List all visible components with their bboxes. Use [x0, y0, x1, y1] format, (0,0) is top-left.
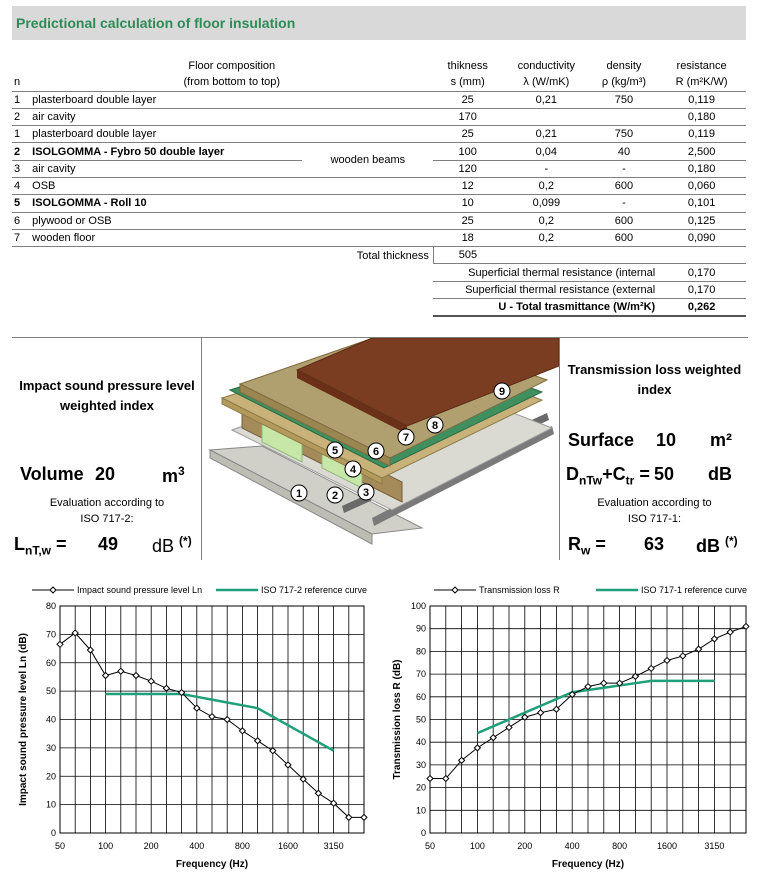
- chart-grid: [430, 606, 746, 833]
- y-tick-label: 40: [415, 737, 426, 748]
- surface-unit: m²: [710, 430, 732, 450]
- table-row: [12, 195, 746, 212]
- header-composition: Floor composition: [188, 59, 276, 72]
- y-tick-label: 70: [45, 629, 56, 640]
- row-conductivity: 0,099: [502, 195, 591, 212]
- row-layer: wooden floor: [30, 229, 433, 246]
- measured-point: [255, 738, 261, 744]
- legend-measured-marker: [452, 587, 458, 593]
- page-title: Predictional calculation of floor insulation: [12, 6, 746, 40]
- row-n: 3: [14, 162, 21, 175]
- measured-point: [103, 673, 109, 679]
- y-tick-label: 20: [415, 782, 426, 793]
- row-thickness: 170: [433, 108, 502, 125]
- measured-point: [601, 680, 607, 686]
- x-tick-label: 100: [98, 841, 114, 851]
- y-tick-label: 40: [45, 714, 56, 725]
- x-tick-label: 200: [517, 841, 533, 851]
- header-thickness: thikness: [447, 59, 488, 72]
- u-total-value: 0,262: [657, 299, 746, 316]
- transmission-eval-line-1: Evaluation according to: [597, 497, 712, 509]
- row-n: 5: [12, 195, 30, 212]
- volume-unit-text: m: [162, 466, 179, 486]
- legend-measured-label: Impact sound pressure level Ln: [77, 585, 203, 595]
- measured-point: [148, 678, 154, 684]
- callout-2: 2: [331, 490, 339, 502]
- impact-eval-line-2: ISO 717-2:: [80, 513, 134, 525]
- x-tick-label: 200: [143, 841, 159, 851]
- dntw-unit: dB: [708, 464, 732, 484]
- rw-symbol: [568, 534, 606, 558]
- x-tick-label: 1600: [277, 841, 299, 851]
- header-conductivity: conductivity: [517, 59, 576, 72]
- d-eq: =: [639, 464, 650, 484]
- x-tick-label: 50: [54, 841, 66, 851]
- measured-point: [118, 668, 124, 674]
- callout-8: 8: [431, 420, 439, 432]
- d-main: D: [566, 464, 579, 484]
- callout-9: 9: [498, 386, 506, 398]
- u-total-label: U - Total trasmittance (W/m²K): [433, 299, 657, 316]
- header-thickness-sub: s (mm): [433, 74, 502, 91]
- wooden-beams-label: wooden beams: [302, 143, 433, 178]
- rw-main: R: [568, 534, 581, 554]
- impact-index-symbol: [14, 534, 67, 558]
- x-tick-label: 100: [469, 841, 485, 851]
- measured-point: [361, 814, 367, 820]
- measured-point: [427, 776, 433, 782]
- legend-reference-label: ISO 717-2 reference curve: [261, 585, 368, 595]
- measured-point: [506, 724, 512, 730]
- rw-note: (*): [725, 534, 738, 548]
- row-thickness: 120: [458, 162, 477, 175]
- row-resistance: 0,180: [657, 108, 746, 125]
- row-resistance: 0,180: [687, 162, 716, 175]
- superficial-internal-label: Superficial thermal resistance (internal: [433, 264, 657, 281]
- row-conductivity: -: [544, 162, 549, 175]
- volume-value: 20: [95, 464, 116, 484]
- impact-index-value: 49: [98, 534, 119, 554]
- dntw-value: 50: [654, 464, 675, 484]
- row-n: 7: [12, 229, 30, 246]
- surface-label: Surface: [568, 430, 635, 450]
- impact-index-note: (*): [179, 534, 192, 548]
- rw-eq: =: [595, 534, 606, 554]
- row-layer: plasterboard double layer: [30, 126, 433, 143]
- transmission-panel: [559, 337, 748, 560]
- row-density: [591, 108, 658, 125]
- u-total-row: [12, 299, 746, 316]
- row-resistance: 0,119: [657, 91, 746, 108]
- row-conductivity: 0,21: [502, 91, 591, 108]
- y-tick-label: 50: [415, 714, 426, 725]
- row-thickness: 12: [433, 177, 502, 194]
- table-row: [12, 143, 746, 160]
- floor-composition-table: [12, 57, 746, 317]
- table-row: [12, 91, 746, 108]
- impact-index-sub: nT,w: [25, 543, 51, 558]
- volume-unit: [162, 464, 185, 487]
- table-row: [12, 126, 746, 143]
- x-tick-label: 3150: [704, 841, 725, 851]
- rw-sub: w: [581, 543, 591, 558]
- row-layer: air cavity: [30, 108, 433, 125]
- row-layer: ISOLGOMMA - Roll 10: [30, 195, 433, 212]
- y-tick-label: 100: [410, 601, 426, 611]
- header-resistance: resistance: [676, 59, 727, 72]
- impact-panel: [12, 337, 202, 560]
- row-layer: plywood or OSB: [30, 212, 433, 229]
- row-conductivity: 0,2: [502, 229, 591, 246]
- callout-7: 7: [402, 432, 410, 444]
- table-header-row-2: [12, 74, 746, 91]
- x-tick-label: 3150: [323, 841, 344, 851]
- table-row: [12, 108, 746, 125]
- y-tick-label: 60: [415, 691, 426, 702]
- row-n: 6: [12, 212, 30, 229]
- row-layer: OSB: [30, 177, 433, 194]
- x-tick-label: 1600: [656, 841, 678, 851]
- superficial-external-label: Superficial thermal resistance (external: [433, 281, 657, 298]
- row-resistance: 2,500: [687, 145, 716, 158]
- x-axis-label: Frequency (Hz): [551, 859, 625, 870]
- measured-point: [648, 665, 654, 671]
- callout-5: 5: [331, 445, 339, 457]
- measured-point: [209, 714, 215, 720]
- row-conductivity: 0,04: [535, 145, 558, 158]
- y-tick-label: 80: [415, 646, 426, 657]
- row-resistance: 0,101: [657, 195, 746, 212]
- y-tick-label: 10: [45, 799, 56, 810]
- row-layer: air cavity: [32, 162, 76, 175]
- y-axis-label: Impact sound pressure level Ln (dB): [18, 633, 29, 806]
- row-n: 2: [12, 108, 30, 125]
- transmission-loss-chart: [388, 578, 776, 873]
- measured-point: [490, 735, 496, 741]
- y-tick-label: 20: [45, 771, 56, 782]
- impact-sound-chart: [0, 578, 388, 873]
- row-n: 1: [12, 91, 30, 108]
- row-density: 600: [591, 229, 658, 246]
- y-tick-label: 10: [415, 805, 426, 816]
- x-tick-label: 50: [424, 841, 436, 851]
- y-tick-label: 0: [420, 828, 426, 838]
- row-density: 750: [591, 91, 658, 108]
- header-n: n: [12, 74, 30, 91]
- transmission-title: Transmission loss weighted index: [567, 362, 742, 397]
- total-thickness-label: Total thickness: [356, 249, 429, 262]
- superficial-internal-row: [12, 264, 746, 281]
- x-tick-label: 400: [189, 841, 205, 851]
- acoustic-summary: [12, 337, 748, 560]
- rw-unit: [696, 534, 738, 557]
- impact-index-main: L: [14, 534, 25, 554]
- measured-point: [538, 710, 544, 716]
- y-tick-label: 30: [415, 759, 426, 770]
- d-sub: nTw: [579, 473, 603, 488]
- surface-value: 10: [656, 430, 677, 450]
- header-composition-sub: (from bottom to top): [30, 74, 433, 91]
- table-row: [12, 229, 746, 246]
- volume-label: Volume: [20, 464, 84, 484]
- row-thickness: 10: [433, 195, 502, 212]
- measured-point: [133, 673, 139, 679]
- callout-3: 3: [362, 487, 370, 499]
- row-density: 40: [617, 145, 631, 158]
- y-tick-label: 0: [50, 828, 56, 838]
- legend-measured-marker: [50, 587, 56, 593]
- total-thickness-row: [12, 247, 746, 264]
- x-tick-label: 400: [564, 841, 580, 851]
- row-resistance: 0,119: [657, 126, 746, 143]
- row-conductivity: 0,2: [502, 212, 591, 229]
- measured-point: [680, 653, 686, 659]
- measured-point: [163, 685, 169, 691]
- row-density: 600: [591, 212, 658, 229]
- table-header-row-1: [12, 57, 746, 74]
- row-thickness: 25: [433, 91, 502, 108]
- y-tick-label: 90: [415, 623, 426, 634]
- measured-point: [727, 629, 733, 635]
- row-n: 1: [12, 126, 30, 143]
- row-resistance: 0,060: [657, 177, 746, 194]
- row-thickness: 100: [458, 145, 477, 158]
- row-thickness: 18: [433, 229, 502, 246]
- row-density: -: [591, 195, 658, 212]
- legend-measured-label: Transmission loss R: [479, 585, 560, 595]
- floor-layers-drawing: [202, 338, 559, 561]
- volume-exponent: 3: [178, 464, 185, 478]
- y-tick-label: 70: [415, 669, 426, 680]
- reference-curve-line: [106, 694, 334, 751]
- chart-legend: [434, 585, 747, 595]
- rw-unit-text: dB: [696, 536, 720, 556]
- measured-point: [711, 636, 717, 642]
- x-axis-label: Frequency (Hz): [175, 859, 249, 870]
- y-axis-label: Transmission loss R (dB): [392, 659, 403, 780]
- table-row: [12, 212, 746, 229]
- chart-legend: [32, 585, 367, 595]
- superficial-internal-value: 0,170: [657, 264, 746, 281]
- row-density: 750: [591, 126, 658, 143]
- impact-index-eq: =: [56, 534, 67, 554]
- row-resistance: 0,090: [657, 229, 746, 246]
- row-layer: plasterboard double layer: [30, 91, 433, 108]
- callout-6: 6: [372, 446, 380, 458]
- superficial-external-value: 0,170: [657, 281, 746, 298]
- row-resistance: 0,125: [657, 212, 746, 229]
- row-n: 4: [12, 177, 30, 194]
- impact-title: Impact sound pressure level weighted index: [19, 378, 195, 413]
- row-layer: ISOLGOMMA - Fybro 50 double layer: [32, 145, 225, 158]
- impact-index-unit-text: dB: [152, 536, 175, 556]
- header-resistance-sub: R (m²K/W): [657, 74, 746, 91]
- x-tick-label: 800: [612, 841, 628, 851]
- row-conductivity: [502, 108, 591, 125]
- row-density: 600: [591, 177, 658, 194]
- dntw-ctr-symbol: [566, 464, 650, 488]
- impact-index-unit: [152, 534, 192, 557]
- row-thickness: 25: [433, 126, 502, 143]
- table-row: [12, 177, 746, 194]
- measured-point: [664, 657, 670, 663]
- y-tick-label: 80: [45, 601, 56, 611]
- impact-eval-line-1: Evaluation according to: [49, 497, 165, 509]
- superficial-external-row: [12, 281, 746, 298]
- d-plus: +C: [602, 464, 626, 484]
- row-thickness: 25: [433, 212, 502, 229]
- header-density: density: [606, 59, 642, 72]
- row-n: 2: [14, 145, 21, 158]
- row-density: -: [622, 162, 626, 175]
- floor-section-illustration: [202, 337, 559, 560]
- transmission-eval-line-2: ISO 717-1:: [627, 513, 682, 525]
- y-tick-label: 50: [45, 686, 56, 697]
- y-tick-label: 30: [45, 742, 56, 753]
- x-tick-label: 800: [234, 841, 250, 851]
- row-conductivity: 0,2: [502, 177, 591, 194]
- d-sub2: tr: [625, 473, 635, 488]
- header-conductivity-sub: λ (W/mK): [502, 74, 591, 91]
- header-density-sub: ρ (kg/m³): [591, 74, 658, 91]
- rw-value: 63: [644, 534, 665, 554]
- y-tick-label: 60: [45, 657, 56, 668]
- callout-1: 1: [295, 488, 303, 500]
- total-thickness-value: 505: [433, 247, 502, 264]
- row-conductivity: 0,21: [502, 126, 591, 143]
- callout-4: 4: [349, 464, 357, 476]
- legend-reference-label: ISO 717-1 reference curve: [641, 585, 748, 595]
